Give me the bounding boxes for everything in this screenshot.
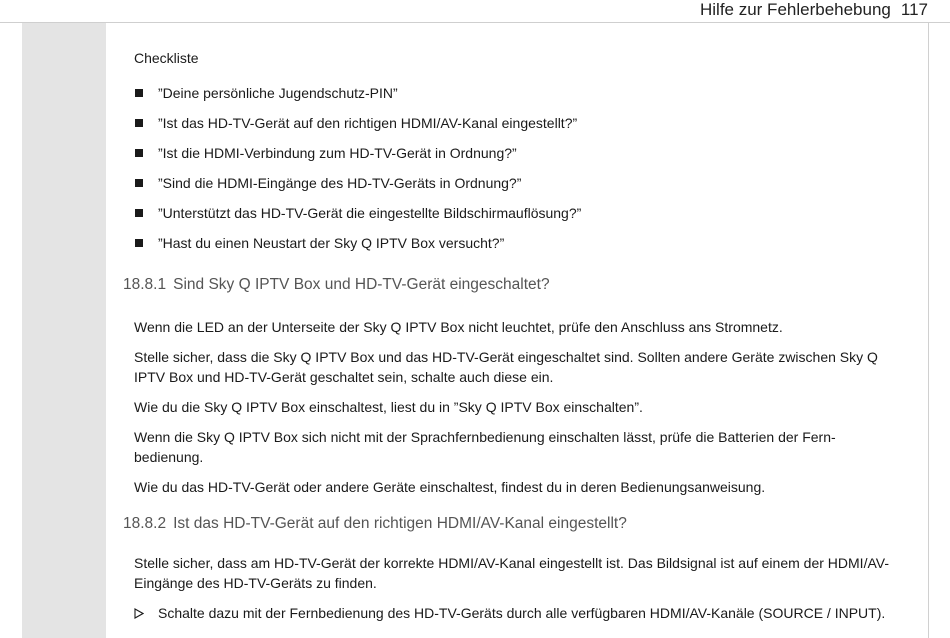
list-item: ”Ist die HDMI-Verbindung zum HD-TV-Gerät in Ordnung?” bbox=[134, 144, 914, 174]
checklist bbox=[134, 84, 914, 264]
paragraph: Stelle sicher, dass die Sky Q IPTV Box und das HD-TV-Gerät eingeschaltet sind. Sollten andere Geräte zwischen Sky Q IPTV Box und HD-TV-Gerät geschaltet sein, schalte auch diese ein. bbox=[134, 349, 878, 385]
header-section-title: Hilfe zur Fehlerbehebung bbox=[699, 0, 891, 19]
bullet-square-icon bbox=[135, 119, 143, 127]
paragraph: Wie du das HD-TV-Gerät oder andere Geräte einschaltest, findest du in deren Bedienungsanweisung. bbox=[134, 479, 766, 495]
paragraph: Stelle sicher, dass am HD-TV-Gerät der korrekte HDMI/AV-Kanal eingestellt ist. Das Bildsignal ist auf einem der HDMI/AV-Eingänge des HD-TV-Geräts zu finden. bbox=[134, 555, 889, 591]
paragraph: Wie du die Sky Q IPTV Box einschaltest, liest du in ”Sky Q IPTV Box einschalten”. bbox=[134, 399, 643, 415]
list-item: ”Ist das HD-TV-Gerät auf den richtigen HDMI/AV-Kanal eingestellt?” bbox=[134, 114, 914, 144]
paragraph: Wenn die LED an der Unterseite der Sky Q IPTV Box nicht leuchtet, prüfe den Anschluss ans Stromnetz. bbox=[134, 319, 783, 335]
section-heading-18-8-2: 18.8.2 Ist das HD-TV-Gerät auf den richtigen HDMI/AV-Kanal eingestellt? bbox=[123, 515, 627, 532]
list-item: ”Unterstützt das HD-TV-Gerät die eingestellte Bildschirmauflösung?” bbox=[134, 204, 914, 234]
list-item: ”Deine persönliche Jugendschutz-PIN” bbox=[134, 84, 914, 114]
bullet-square-icon bbox=[135, 149, 143, 157]
instruction-step: Schalte dazu mit der Fernbedienung des HD-TV-Geräts durch alle verfügbaren HDMI/AV-Kanäle (SOURCE / INPUT). bbox=[158, 605, 886, 621]
paragraph: Wenn die Sky Q IPTV Box sich nicht mit der Sprachfernbedienung einschalten lässt, prüfe die Batterien der Fern-bedienung. bbox=[134, 429, 836, 465]
list-item: ”Hast du einen Neustart der Sky Q IPTV Box versucht?” bbox=[134, 234, 914, 264]
list-item: ”Sind die HDMI-Eingänge des HD-TV-Geräts in Ordnung?” bbox=[134, 174, 914, 204]
section-heading-18-8-1: 18.8.1 Sind Sky Q IPTV Box und HD-TV-Gerät eingeschaltet? bbox=[123, 276, 550, 293]
bullet-square-icon bbox=[135, 89, 143, 97]
page-number: 117 bbox=[900, 0, 928, 19]
checklist-title: Checkliste bbox=[134, 50, 199, 66]
bullet-square-icon bbox=[135, 209, 143, 217]
bullet-square-icon bbox=[135, 239, 143, 247]
step-arrow-icon bbox=[134, 608, 144, 619]
bullet-square-icon bbox=[135, 179, 143, 187]
